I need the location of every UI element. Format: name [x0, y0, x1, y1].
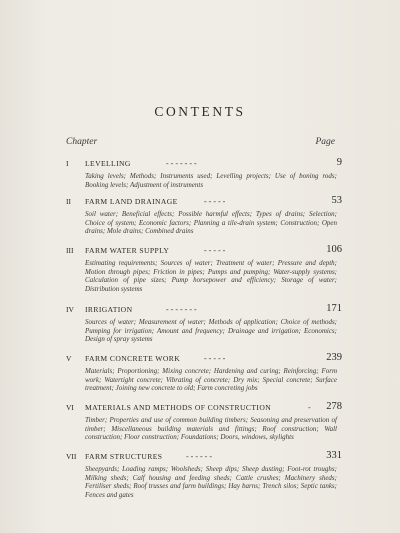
chapter-description: Sources of water; Measurement of water; Methods of application; Choice of methods; Pumping for irrigation; Amount and frequency; Drainage and irrigation; Economics; Design of spray systems: [85, 318, 337, 344]
chapter-number: VI: [66, 403, 74, 412]
chapter-column-label: Chapter: [66, 137, 98, 147]
page-number: 9: [336, 157, 342, 168]
chapter-number: V: [66, 354, 72, 363]
chapter-description: Sheepyards; Loading ramps; Woolsheds; Sheep dips; Sheep dusting; Foot-rot troughs; Milking sheds; Calf housing and feeding sheds; Cattle crushes; Machinery sheds; Fertiliser sheds; Roof trusses and farm buildings; Hay barns; Trench silos; Septic tanks; Fences and gates: [85, 465, 337, 499]
leader-dots: - - - - - - -: [166, 159, 197, 168]
chapter-description: Materials; Proportioning; Mixing concrete; Hardening and curing; Reinforcing; Form work; Watertight concrete; Vibrating of concrete; Dry mix; Special concrete; Surface treatment; Joining new concrete to old; Farm concreting jobs: [85, 367, 337, 393]
chapter-number: VII: [66, 452, 77, 461]
toc-entry-farm-structures: [66, 451, 340, 499]
page-number: 239: [326, 352, 342, 363]
toc-entry-farm-land-drainage: [66, 196, 340, 236]
leader-dots: - - - - -: [204, 354, 226, 363]
leader-dots: - - - - -: [204, 246, 226, 255]
leader-dots: - - - - -: [204, 197, 226, 206]
page-number: 331: [326, 450, 342, 461]
chapter-description: Soil water; Beneficial effects; Possible harmful effects; Types of drains; Selection; Choice of system; Economic factors; Planning a tile-drain system; Construction; Open drains; Mole drains; Combined drains: [85, 210, 337, 236]
toc-entry-line: [66, 196, 340, 207]
leader-dots: -: [308, 403, 311, 412]
toc-entry-line: [66, 158, 340, 169]
toc-entry-line: [66, 451, 340, 462]
toc-entry-line: [66, 402, 340, 413]
chapter-number: III: [66, 246, 74, 255]
leader-dots: - - - - - -: [186, 452, 212, 461]
toc-entry-materials-and-methods: [66, 402, 340, 442]
page-number: 171: [326, 303, 342, 314]
page-number: 53: [331, 195, 342, 206]
page-number: 106: [326, 244, 342, 255]
chapter-description: Timber; Properties and use of common building timbers; Seasoning and preservation of timber; Miscellaneous building materials and fittings; Roof construction; Wall construction; Floor construction; Foundations; Doors, windows, skylights: [85, 416, 337, 442]
chapter-description: Taking levels; Methods; Instruments used; Levelling projects; Use of boning rods; Booking levels; Adjustment of instruments: [85, 172, 337, 189]
page-number: 278: [326, 401, 342, 412]
chapter-title: FARM LAND DRAINAGE: [85, 197, 178, 206]
chapter-description: Estimating requirements; Sources of water; Treatment of water; Pressure and depth; Motion through pipes; Friction in pipes; Pumps and pumping; Water-supply systems; Calculation of pipe sizes; Pump horsepower and efficiency; Storage of water; Distribution systems: [85, 259, 337, 293]
chapter-number: IV: [66, 305, 74, 314]
chapter-title: MATERIALS AND METHODS OF CONSTRUCTION: [85, 403, 272, 412]
toc-entry-line: [66, 353, 340, 364]
chapter-number: I: [66, 159, 69, 168]
chapter-title: FARM WATER SUPPLY: [85, 246, 170, 255]
toc-entry-line: [66, 245, 340, 256]
chapter-title: FARM CONCRETE WORK: [85, 354, 181, 363]
leader-dots: - - - - - - -: [166, 305, 197, 314]
chapter-title: IRRIGATION: [85, 305, 133, 314]
toc-entry-irrigation: [66, 304, 340, 344]
chapter-title: LEVELLING: [85, 159, 131, 168]
toc-entry-farm-water-supply: [66, 245, 340, 293]
chapter-number: II: [66, 197, 71, 206]
toc-entry-farm-concrete-work: [66, 353, 340, 393]
toc-entry-levelling: [66, 158, 340, 189]
toc-entry-line: [66, 304, 340, 315]
chapter-title: FARM STRUCTURES: [85, 452, 163, 461]
contents-heading: CONTENTS: [154, 104, 246, 119]
page-column-label: Page: [315, 137, 335, 147]
